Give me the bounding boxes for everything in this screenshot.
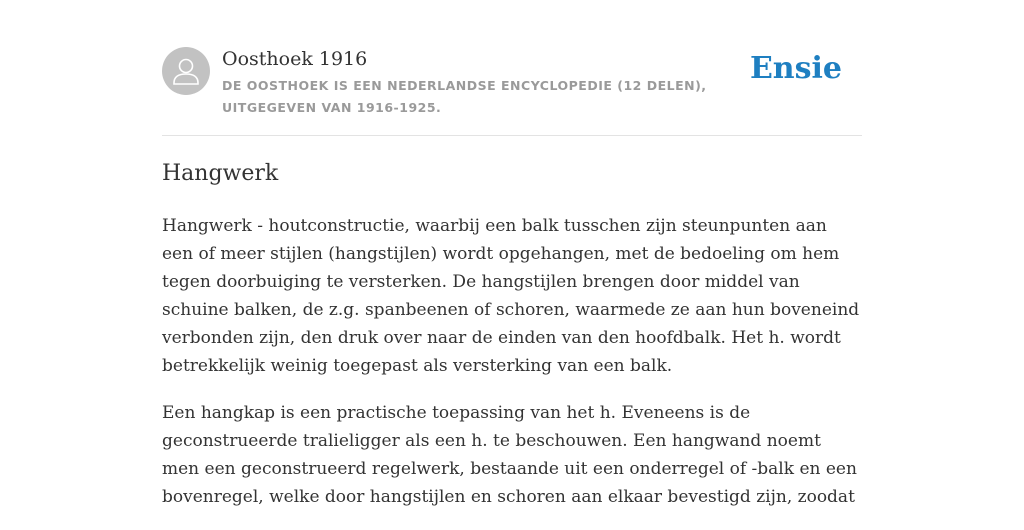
article-body [162,212,862,530]
user-icon [162,47,210,95]
ensie-logo[interactable]: Ensie [749,51,842,86]
divider [162,135,862,136]
source-description: DE OOSTHOEK IS EEN NEDERLANDSE ENCYCLOPEDIE (12 DELEN), UITGEGEVEN VAN 1916-1925. [222,78,707,115]
source-info [222,47,762,119]
article-paragraph: Een hangkap is een practische toepassing van het h. Eveneens is de geconstrueerde tralieligger als een h. te beschouwen. Een hangwand noemt men een geconstrueerd regelwerk, bestaande uit een onderregel of -balk en een bovenregel, welke door hangstijlen en schoren aan elkaar bevestigd zijn, zoodat [162,403,857,507]
article-title: Hangwerk [162,161,279,186]
source-header [162,47,862,127]
article-paragraph: Hangwerk - houtconstructie, waarbij een balk tusschen zijn steunpunten aan een of meer stijlen (hangstijlen) wordt opgehangen, met de bedoeling om hem tegen doorbuiging te versterken. De hangstijlen brengen door middel van schuine balken, de z.g. spanbeenen of schoren, waarmede ze aan hun boveneind verbonden zijn, den druk over naar de einden van den hoofdbalk. Het h. wordt betrekkelijk weinig toegepast als versterking van een balk. [162,216,860,376]
avatar[interactable] [162,47,210,95]
source-title[interactable]: Oosthoek 1916 [222,48,368,70]
